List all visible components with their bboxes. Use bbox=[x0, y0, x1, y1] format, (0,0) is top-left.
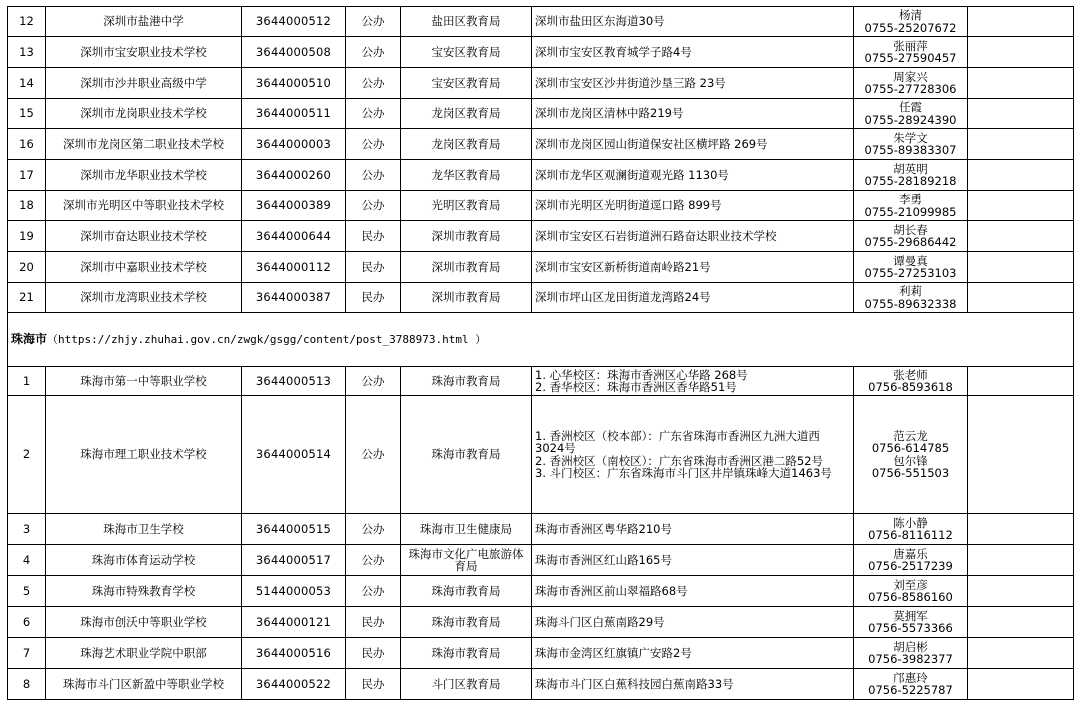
school-name: 深圳市宝安职业技术学校 bbox=[46, 37, 242, 68]
school-nature: 公办 bbox=[346, 160, 401, 191]
school-nature: 公办 bbox=[346, 514, 401, 545]
school-address-line: 深圳市龙岗区清林中路219号 bbox=[535, 106, 684, 121]
school-address bbox=[532, 283, 854, 313]
school-address-line: 珠海市香洲区红山路165号 bbox=[535, 552, 672, 567]
school-nature: 公办 bbox=[346, 396, 401, 514]
school-contact-line: 0755-21099985 bbox=[864, 204, 957, 219]
school-contact-line: 0756-551503 bbox=[871, 465, 950, 480]
school-nature: 公办 bbox=[346, 545, 401, 576]
school-code: 3644000260 bbox=[242, 160, 346, 191]
school-department: 斗门区教育局 bbox=[401, 669, 532, 700]
section-header-row bbox=[8, 313, 1074, 367]
school-contact bbox=[854, 669, 968, 700]
school-contact-line: 0755-27253103 bbox=[864, 266, 957, 280]
row-number: 16 bbox=[8, 129, 46, 160]
school-address-line: 深圳市光明区光明街道逕口路 899号 bbox=[535, 198, 722, 213]
table-row bbox=[8, 191, 1074, 221]
school-contact bbox=[854, 68, 968, 99]
school-code: 3644000515 bbox=[242, 514, 346, 545]
school-name: 深圳市沙井职业高级中学 bbox=[46, 68, 242, 99]
school-department: 珠海市教育局 bbox=[401, 576, 532, 607]
school-code: 3644000121 bbox=[242, 607, 346, 638]
empty-cell bbox=[968, 160, 1074, 191]
school-contact-line: 朱学文 bbox=[893, 130, 928, 145]
row-number: 13 bbox=[8, 37, 46, 68]
zhuhai-rows bbox=[8, 367, 1074, 700]
table-row bbox=[8, 638, 1074, 669]
school-name: 珠海市创沃中等职业学校 bbox=[46, 607, 242, 638]
row-number: 17 bbox=[8, 160, 46, 191]
school-contact-line: 0755-25207672 bbox=[864, 20, 957, 35]
row-number: 7 bbox=[8, 638, 46, 669]
school-contact-line: 0756-8116112 bbox=[868, 528, 953, 542]
school-contact bbox=[854, 576, 968, 607]
school-contact-line: 张老师 bbox=[893, 367, 928, 382]
school-department: 龙华区教育局 bbox=[401, 160, 532, 191]
school-name: 珠海市体育运动学校 bbox=[46, 545, 242, 576]
school-address-line: 2. 香华校区：珠海市香洲区香华路51号 bbox=[535, 380, 737, 394]
school-nature: 民办 bbox=[346, 221, 401, 252]
table-row bbox=[8, 396, 1074, 514]
school-code: 3644000512 bbox=[242, 7, 346, 37]
school-contact-line: 任霞 bbox=[899, 100, 922, 115]
school-department: 光明区教育局 bbox=[401, 191, 532, 221]
empty-cell bbox=[968, 367, 1074, 396]
school-department: 深圳市教育局 bbox=[401, 221, 532, 252]
school-address-line: 深圳市宝安区石岩街道洲石路奋达职业技术学校 bbox=[535, 228, 777, 243]
school-contact bbox=[854, 37, 968, 68]
school-address-line: 珠海市香洲区粤华路210号 bbox=[535, 521, 672, 536]
school-address bbox=[532, 367, 854, 396]
school-nature: 民办 bbox=[346, 607, 401, 638]
school-address bbox=[532, 68, 854, 99]
school-contact-line: 谭曼真 bbox=[893, 253, 928, 268]
school-name: 珠海市第一中等职业学校 bbox=[46, 367, 242, 396]
school-address bbox=[532, 99, 854, 129]
school-department: 宝安区教育局 bbox=[401, 37, 532, 68]
school-name: 深圳市中嘉职业技术学校 bbox=[46, 252, 242, 283]
school-address bbox=[532, 221, 854, 252]
school-contact-line: 0756-5225787 bbox=[868, 683, 953, 697]
school-nature: 民办 bbox=[346, 638, 401, 669]
school-code: 3644000517 bbox=[242, 545, 346, 576]
school-contact-line: 邝惠玲 bbox=[893, 670, 928, 685]
school-contact-line: 周家兴 bbox=[893, 69, 928, 84]
school-address bbox=[532, 638, 854, 669]
school-contact bbox=[854, 252, 968, 283]
empty-cell bbox=[968, 68, 1074, 99]
school-name: 深圳市龙华职业技术学校 bbox=[46, 160, 242, 191]
table-row bbox=[8, 669, 1074, 700]
row-number: 20 bbox=[8, 252, 46, 283]
school-contact-line: 李勇 bbox=[899, 192, 922, 207]
school-contact bbox=[854, 99, 968, 129]
school-contact bbox=[854, 160, 968, 191]
row-number: 19 bbox=[8, 221, 46, 252]
empty-cell bbox=[968, 669, 1074, 700]
school-address-line: 珠海市斗门区白蕉科技园白蕉南路33号 bbox=[535, 676, 734, 691]
table-row bbox=[8, 367, 1074, 396]
school-department: 珠海市教育局 bbox=[401, 638, 532, 669]
section-url: （https://zhjy.zhuhai.gov.cn/zwgk/gsgg/content/post_3788973.html ） bbox=[47, 332, 487, 346]
school-address-line: 珠海斗门区白蕉南路29号 bbox=[535, 614, 665, 629]
school-contact bbox=[854, 638, 968, 669]
school-contact bbox=[854, 545, 968, 576]
school-name: 深圳市龙岗区第二职业技术学校 bbox=[46, 129, 242, 160]
empty-cell bbox=[968, 576, 1074, 607]
school-code: 3644000511 bbox=[242, 99, 346, 129]
school-nature: 民办 bbox=[346, 252, 401, 283]
school-department: 宝安区教育局 bbox=[401, 68, 532, 99]
school-nature: 公办 bbox=[346, 367, 401, 396]
school-nature: 公办 bbox=[346, 191, 401, 221]
empty-cell bbox=[968, 545, 1074, 576]
school-department: 珠海市教育局 bbox=[401, 607, 532, 638]
school-contact-line: 0755-29686442 bbox=[864, 235, 957, 249]
school-address-line: 深圳市盐田区东海道30号 bbox=[535, 14, 665, 29]
school-contact bbox=[854, 129, 968, 160]
school-code: 3644000522 bbox=[242, 669, 346, 700]
school-contact-line: 利莉 bbox=[899, 284, 922, 299]
school-address bbox=[532, 607, 854, 638]
school-department: 龙岗区教育局 bbox=[401, 129, 532, 160]
school-nature: 公办 bbox=[346, 99, 401, 129]
school-contact-line: 陈小静 bbox=[893, 515, 928, 530]
row-number: 12 bbox=[8, 7, 46, 37]
school-contact-line: 0755-89383307 bbox=[864, 143, 957, 157]
table-row bbox=[8, 221, 1074, 252]
school-address bbox=[532, 160, 854, 191]
school-code: 3644000387 bbox=[242, 283, 346, 313]
school-contact-line: 0755-27728306 bbox=[864, 82, 957, 96]
school-department: 深圳市教育局 bbox=[401, 252, 532, 283]
school-contact-line: 0756-8593618 bbox=[868, 380, 953, 394]
school-address-line: 深圳市宝安区新桥街道南岭路21号 bbox=[535, 259, 711, 274]
school-address-line: 深圳市宝安区沙井街道沙垦三路 23号 bbox=[535, 75, 726, 90]
school-address bbox=[532, 252, 854, 283]
table-row bbox=[8, 545, 1074, 576]
school-name: 深圳市龙岗职业技术学校 bbox=[46, 99, 242, 129]
row-number: 2 bbox=[8, 396, 46, 514]
school-code: 3644000513 bbox=[242, 367, 346, 396]
school-code: 5144000053 bbox=[242, 576, 346, 607]
school-contact-line: 杨清 bbox=[899, 8, 922, 23]
school-address-line: 3024号 bbox=[535, 441, 576, 456]
school-contact-line: 0756-2517239 bbox=[868, 559, 953, 573]
school-name: 珠海市卫生学校 bbox=[46, 514, 242, 545]
school-name: 珠海市理工职业技术学校 bbox=[46, 396, 242, 514]
school-contact-line: 0756-8586160 bbox=[868, 590, 953, 604]
row-number: 8 bbox=[8, 669, 46, 700]
school-code: 3644000510 bbox=[242, 68, 346, 99]
school-address-line: 珠海市金湾区红旗镇广安路2号 bbox=[535, 645, 692, 660]
school-address bbox=[532, 514, 854, 545]
school-contact-line: 唐嘉乐 bbox=[893, 546, 928, 561]
school-contact bbox=[854, 221, 968, 252]
school-contact bbox=[854, 7, 968, 37]
row-number: 21 bbox=[8, 283, 46, 313]
school-department: 珠海市文化广电旅游体育局 bbox=[401, 545, 532, 576]
school-contact-line: 包尔锋 bbox=[893, 453, 928, 468]
school-address bbox=[532, 37, 854, 68]
row-number: 4 bbox=[8, 545, 46, 576]
school-code: 3644000003 bbox=[242, 129, 346, 160]
table-row bbox=[8, 607, 1074, 638]
shenzhen-rows bbox=[8, 7, 1074, 313]
table-row bbox=[8, 7, 1074, 37]
school-address-line: 珠海市香洲区前山翠福路68号 bbox=[535, 583, 688, 598]
section-city: 珠海市 bbox=[11, 331, 48, 346]
school-contact-line: 胡英明 bbox=[893, 161, 928, 176]
school-code: 3644000514 bbox=[242, 396, 346, 514]
table-row bbox=[8, 514, 1074, 545]
school-contact bbox=[854, 283, 968, 313]
row-number: 6 bbox=[8, 607, 46, 638]
school-contact-line: 0756-614785 bbox=[871, 441, 950, 456]
school-department: 珠海市教育局 bbox=[401, 367, 532, 396]
school-address bbox=[532, 129, 854, 160]
empty-cell bbox=[968, 607, 1074, 638]
empty-cell bbox=[968, 221, 1074, 252]
school-contact-line: 0755-27590457 bbox=[864, 51, 957, 65]
school-name: 珠海艺术职业学院中职部 bbox=[46, 638, 242, 669]
school-contact bbox=[854, 191, 968, 221]
school-code: 3644000644 bbox=[242, 221, 346, 252]
table-row bbox=[8, 37, 1074, 68]
school-contact bbox=[854, 367, 968, 396]
zhuhai-section bbox=[8, 313, 1074, 367]
empty-cell bbox=[968, 191, 1074, 221]
school-contact-line: 刘至彦 bbox=[893, 577, 928, 592]
empty-cell bbox=[968, 396, 1074, 514]
school-contact-line: 0755-28924390 bbox=[864, 112, 957, 127]
school-address-line: 深圳市宝安区教育城学子路4号 bbox=[535, 44, 692, 59]
school-address bbox=[532, 7, 854, 37]
school-nature: 公办 bbox=[346, 7, 401, 37]
school-nature: 民办 bbox=[346, 283, 401, 313]
school-table bbox=[7, 6, 1074, 700]
table-row bbox=[8, 283, 1074, 313]
empty-cell bbox=[968, 99, 1074, 129]
school-contact-line: 莫拥军 bbox=[893, 608, 928, 623]
school-address-line: 深圳市龙华区观澜街道观光路 1130号 bbox=[535, 167, 729, 182]
school-name: 深圳市奋达职业技术学校 bbox=[46, 221, 242, 252]
school-nature: 公办 bbox=[346, 68, 401, 99]
school-name: 深圳市龙湾职业技术学校 bbox=[46, 283, 242, 313]
school-contact-line: 胡长春 bbox=[893, 222, 928, 237]
table-row bbox=[8, 68, 1074, 99]
school-address bbox=[532, 576, 854, 607]
school-nature: 公办 bbox=[346, 129, 401, 160]
row-number: 15 bbox=[8, 99, 46, 129]
row-number: 14 bbox=[8, 68, 46, 99]
school-department: 珠海市教育局 bbox=[401, 396, 532, 514]
school-code: 3644000112 bbox=[242, 252, 346, 283]
empty-cell bbox=[968, 129, 1074, 160]
school-code: 3644000508 bbox=[242, 37, 346, 68]
school-address-line: 2. 香洲校区（南校区）：广东省珠海市香洲区港二路52号 bbox=[535, 453, 824, 468]
empty-cell bbox=[968, 638, 1074, 669]
school-address bbox=[532, 191, 854, 221]
row-number: 18 bbox=[8, 191, 46, 221]
table-row bbox=[8, 129, 1074, 160]
school-code: 3644000516 bbox=[242, 638, 346, 669]
school-address-line: 1. 香洲校区（校本部）：广东省珠海市香洲区九洲大道西 bbox=[535, 428, 820, 443]
table-row bbox=[8, 99, 1074, 129]
school-name: 深圳市光明区中等职业技术学校 bbox=[46, 191, 242, 221]
row-number: 5 bbox=[8, 576, 46, 607]
school-address-line: 深圳市坪山区龙田街道龙湾路24号 bbox=[535, 290, 711, 305]
school-contact-line: 0756-3982377 bbox=[868, 652, 953, 666]
school-name: 珠海市特殊教育学校 bbox=[46, 576, 242, 607]
table-row bbox=[8, 160, 1074, 191]
school-contact bbox=[854, 514, 968, 545]
school-contact-line: 范云龙 bbox=[893, 428, 928, 443]
school-department: 龙岗区教育局 bbox=[401, 99, 532, 129]
school-contact bbox=[854, 607, 968, 638]
school-nature: 公办 bbox=[346, 37, 401, 68]
empty-cell bbox=[968, 7, 1074, 37]
school-name: 珠海市斗门区新盈中等职业学校 bbox=[46, 669, 242, 700]
school-name: 深圳市盐港中学 bbox=[46, 7, 242, 37]
section-header-cell bbox=[8, 313, 1074, 367]
school-address bbox=[532, 396, 854, 514]
school-contact-line: 0755-89632338 bbox=[864, 296, 957, 311]
table-row bbox=[8, 252, 1074, 283]
empty-cell bbox=[968, 252, 1074, 283]
row-number: 1 bbox=[8, 367, 46, 396]
school-code: 3644000389 bbox=[242, 191, 346, 221]
school-address bbox=[532, 669, 854, 700]
school-contact-line: 0755-28189218 bbox=[864, 174, 957, 188]
school-department: 深圳市教育局 bbox=[401, 283, 532, 313]
school-address bbox=[532, 545, 854, 576]
school-department: 盐田区教育局 bbox=[401, 7, 532, 37]
empty-cell bbox=[968, 37, 1074, 68]
school-contact-line: 胡启彬 bbox=[893, 639, 928, 654]
school-nature: 公办 bbox=[346, 576, 401, 607]
empty-cell bbox=[968, 514, 1074, 545]
school-contact-line: 0756-5573366 bbox=[868, 621, 953, 635]
school-department: 珠海市卫生健康局 bbox=[401, 514, 532, 545]
row-number: 3 bbox=[8, 514, 46, 545]
table-row bbox=[8, 576, 1074, 607]
school-contact-line: 张丽萍 bbox=[893, 38, 928, 53]
school-nature: 民办 bbox=[346, 669, 401, 700]
school-contact bbox=[854, 396, 968, 514]
empty-cell bbox=[968, 283, 1074, 313]
school-address-line: 3. 斗门校区：广东省珠海市斗门区井岸镇珠峰大道1463号 bbox=[535, 465, 832, 480]
school-address-line: 深圳市龙岗区园山街道保安社区横坪路 269号 bbox=[535, 136, 768, 151]
school-address-line: 1. 心华校区：珠海市香洲区心华路 268号 bbox=[535, 367, 748, 382]
